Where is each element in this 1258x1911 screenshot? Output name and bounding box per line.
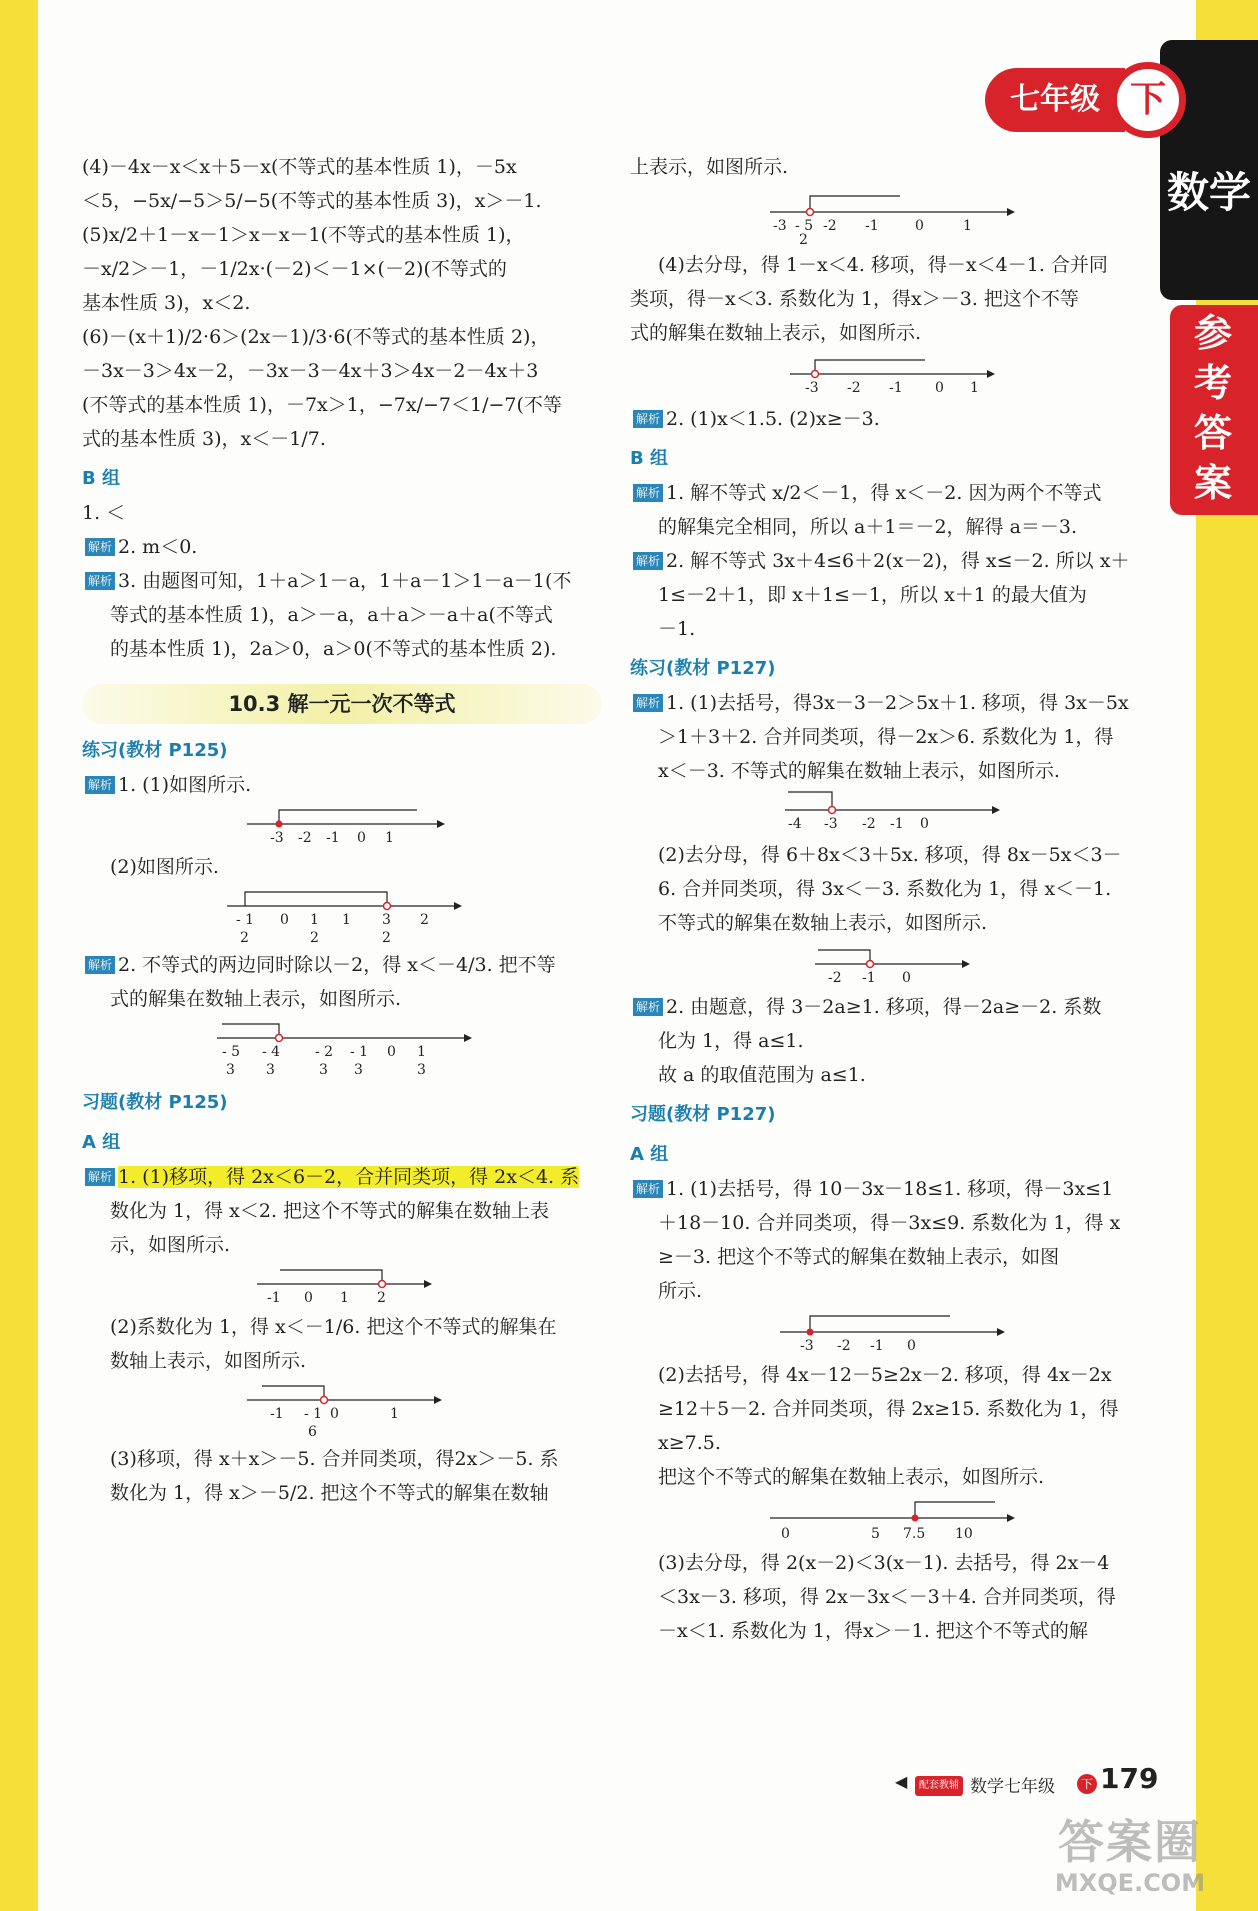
number-line-figure bbox=[785, 352, 995, 400]
svg-text:3: 3 bbox=[417, 1062, 426, 1078]
svg-text:2: 2 bbox=[420, 912, 429, 928]
svg-text:0: 0 bbox=[920, 816, 929, 832]
answer-line: 解析 3. 由题图可知，1＋a＞1－a，1＋a－1＞1－a－1(不 bbox=[82, 564, 602, 598]
svg-text:0: 0 bbox=[902, 970, 911, 986]
jiexi-icon: 解析 bbox=[633, 694, 663, 712]
number-line-figure bbox=[765, 186, 1015, 246]
svg-text:2: 2 bbox=[310, 930, 319, 946]
svg-text:3: 3 bbox=[319, 1062, 328, 1078]
number-line-figure bbox=[765, 1496, 1015, 1544]
watermark-text: 答案圈 bbox=[1058, 1815, 1202, 1869]
answer-line: 化为 1，得 a≤1. bbox=[658, 1030, 804, 1052]
svg-text:1: 1 bbox=[417, 1044, 426, 1060]
svg-text:-2: -2 bbox=[298, 830, 312, 846]
answer-line: ＋18－10. 合并同类项，得－3x≤9. 系数化为 1，得 x bbox=[658, 1212, 1121, 1234]
svg-text:-3: -3 bbox=[805, 380, 819, 396]
svg-text:2: 2 bbox=[377, 1290, 386, 1306]
answer-line: 等式的基本性质 1)，a＞－a，a＋a＞－a＋a(不等式 bbox=[110, 604, 553, 626]
answer-line: 解析 2. (1)x＜1.5. (2)x≥－3. bbox=[630, 402, 1150, 436]
answer-line: 6. 合并同类项，得 3x＜－3. 系数化为 1，得 x＜－1. bbox=[658, 878, 1112, 900]
answer-line: 故 a 的取值范围为 a≤1. bbox=[658, 1064, 866, 1086]
number-line-figure bbox=[780, 790, 1000, 836]
answer-line: 式的解集在数轴上表示，如图所示. bbox=[630, 322, 922, 344]
answer-line: ＜5，−5x/−5＞5/−5(不等式的基本性质 3)，x＞－1. bbox=[82, 190, 542, 212]
answer-line: 解析 2. 不等式的两边同时除以－2，得 x＜－4/3. 把不等 bbox=[82, 948, 602, 982]
group-heading: B 组 bbox=[82, 468, 120, 489]
svg-text:1: 1 bbox=[340, 1290, 349, 1306]
svg-text:-1: -1 bbox=[267, 1290, 281, 1306]
svg-text:7.5: 7.5 bbox=[903, 1526, 926, 1542]
answer-line: 解析 1. (1)如图所示. bbox=[82, 768, 602, 802]
answer-line: 解析 1. (1)去括号，得3x－3－2＞5x＋1. 移项，得 3x－5x bbox=[630, 686, 1150, 720]
answer-line: 把这个不等式的解集在数轴上表示，如图所示. bbox=[658, 1466, 1045, 1488]
svg-text:-3: -3 bbox=[773, 218, 787, 234]
svg-text:3: 3 bbox=[226, 1062, 235, 1078]
answer-line: 上表示，如图所示. bbox=[630, 156, 789, 178]
answer-line: x≥7.5. bbox=[658, 1432, 721, 1454]
answer-line: 1≤－2＋1，即 x＋1≤－1，所以 x＋1 的最大值为 bbox=[658, 584, 1087, 606]
answer-line: 解析 1. 解不等式 x/2＜－1，得 x＜－2. 因为两个不等式 bbox=[630, 476, 1150, 510]
answer-line: 数化为 1，得 x＞－5/2. 把这个不等式的解集在数轴 bbox=[110, 1482, 549, 1504]
svg-text:-3: -3 bbox=[824, 816, 838, 832]
svg-text:0: 0 bbox=[280, 912, 289, 928]
answer-line: (5)x/2＋1－x－1＞x－x－1(不等式的基本性质 1)， bbox=[82, 224, 525, 246]
answer-line: －x/2＞－1，－1/2x·(－2)＜－1×(－2)(不等式的 bbox=[82, 258, 507, 280]
svg-text:2: 2 bbox=[799, 232, 808, 248]
answer-line: (6)－(x＋1)/2·6＞(2x－1)/3·6(不等式的基本性质 2)， bbox=[82, 326, 550, 348]
svg-text:1: 1 bbox=[385, 830, 394, 846]
svg-text:- 4: - 4 bbox=[262, 1044, 281, 1060]
svg-text:2: 2 bbox=[382, 930, 391, 946]
practice-heading: 练习(教材 P125) bbox=[82, 740, 228, 761]
answer-line: ≥－3. 把这个不等式的解集在数轴上表示，如图 bbox=[658, 1246, 1060, 1268]
answer-line: (2)去分母，得 6＋8x＜3＋5x. 移项，得 8x－5x＜3－ bbox=[658, 844, 1122, 866]
jiexi-icon: 解析 bbox=[85, 956, 115, 974]
answer-line: ≥12＋5－2. 合并同类项，得 2x≥15. 系数化为 1，得 bbox=[658, 1398, 1119, 1420]
svg-text:0: 0 bbox=[304, 1290, 313, 1306]
publisher-badge: 配套教辅 bbox=[915, 1776, 963, 1796]
svg-text:1: 1 bbox=[963, 218, 972, 234]
answer-line: 解析 1. (1)移项，得 2x＜6－2，合并同类项，得 2x＜4. 系 bbox=[82, 1160, 602, 1194]
page-number: 179 bbox=[1100, 1762, 1159, 1795]
answer-line: (2)如图所示. bbox=[110, 856, 219, 878]
number-line-figure bbox=[252, 1264, 432, 1308]
svg-text:-2: -2 bbox=[828, 970, 842, 986]
jiexi-icon: 解析 bbox=[85, 572, 115, 590]
svg-text:-3: -3 bbox=[800, 1338, 814, 1354]
arrow-left-icon: ◀ bbox=[895, 1772, 908, 1791]
answer-line: －x＜1. 系数化为 1，得x＞－1. 把这个不等式的解 bbox=[658, 1620, 1088, 1642]
answer-line: ＞1＋3＋2. 合并同类项，得－2x＞6. 系数化为 1，得 bbox=[658, 726, 1114, 748]
svg-text:-1: -1 bbox=[865, 218, 879, 234]
svg-text:1: 1 bbox=[342, 912, 351, 928]
section-title: 10.3 解一元一次不等式 bbox=[82, 684, 602, 724]
term-badge-small: 下 bbox=[1077, 1774, 1097, 1794]
left-margin-strip bbox=[0, 0, 38, 1911]
svg-text:1: 1 bbox=[390, 1406, 399, 1422]
group-heading: A 组 bbox=[630, 1144, 669, 1165]
jiexi-icon: 解析 bbox=[85, 1168, 115, 1186]
answer-line: 式的基本性质 3)，x＜－1/7. bbox=[82, 428, 326, 450]
svg-text:-4: -4 bbox=[788, 816, 802, 832]
number-line-figure bbox=[242, 1380, 442, 1440]
svg-text:-2: -2 bbox=[823, 218, 837, 234]
svg-text:- 1: - 1 bbox=[350, 1044, 369, 1060]
svg-text:-1: -1 bbox=[326, 830, 340, 846]
book-title: 数学七年级 bbox=[970, 1777, 1055, 1797]
exercise-heading: 习题(教材 P125) bbox=[82, 1092, 228, 1113]
answer-line: (不等式的基本性质 1)，－7x＞1，−7x/−7＜1/−7(不等 bbox=[82, 394, 562, 416]
answer-line: (2)系数化为 1，得 x＜－1/6. 把这个不等式的解集在 bbox=[110, 1316, 557, 1338]
answer-line: 的基本性质 1)，2a＞0，a＞0(不等式的基本性质 2). bbox=[110, 638, 557, 660]
jiexi-icon: 解析 bbox=[633, 1180, 663, 1198]
answer-line: (2)去括号，得 4x－12－5≥2x－2. 移项，得 4x－2x bbox=[658, 1364, 1112, 1386]
jiexi-icon: 解析 bbox=[633, 410, 663, 428]
svg-text:5: 5 bbox=[871, 1526, 880, 1542]
svg-text:- 2: - 2 bbox=[315, 1044, 334, 1060]
svg-text:- 5: - 5 bbox=[222, 1044, 241, 1060]
subject-label: 数学 bbox=[1166, 168, 1251, 217]
jiexi-icon: 解析 bbox=[85, 776, 115, 794]
answers-label: 参考答案 bbox=[1193, 311, 1232, 505]
answer-line: 不等式的解集在数轴上表示，如图所示. bbox=[658, 912, 988, 934]
watermark-url: MXQE.COM bbox=[1054, 1869, 1206, 1897]
answer-line: 解析 2. 由题意，得 3－2a≥1. 移项，得－2a≥－2. 系数 bbox=[630, 990, 1150, 1024]
number-line-figure bbox=[810, 942, 970, 988]
answer-line: 所示. bbox=[658, 1280, 703, 1302]
answer-line: (4)－4x－x＜x＋5－x(不等式的基本性质 1)，－5x bbox=[82, 156, 517, 178]
answer-line: (4)去分母，得 1－x＜4. 移项，得－x＜4－1. 合并同 bbox=[658, 254, 1108, 276]
answer-line: 式的解集在数轴上表示，如图所示. bbox=[110, 988, 402, 1010]
svg-text:- 5: - 5 bbox=[795, 218, 814, 234]
svg-text:-1: -1 bbox=[870, 1338, 884, 1354]
svg-text:- 1: - 1 bbox=[236, 912, 255, 928]
svg-text:3: 3 bbox=[266, 1062, 275, 1078]
svg-text:3: 3 bbox=[382, 912, 391, 928]
answer-line: 解析 2. m＜0. bbox=[82, 530, 602, 564]
answer-line: 数轴上表示，如图所示. bbox=[110, 1350, 307, 1372]
svg-text:1: 1 bbox=[970, 380, 979, 396]
group-heading: A 组 bbox=[82, 1132, 121, 1153]
jiexi-icon: 解析 bbox=[85, 538, 115, 556]
svg-text:0: 0 bbox=[935, 380, 944, 396]
answer-line: 类项，得－x＜3. 系数化为 1，得x＞－3. 把这个不等 bbox=[630, 288, 1079, 310]
svg-text:6: 6 bbox=[308, 1424, 317, 1440]
answer-line: 1. ＜ bbox=[82, 502, 126, 524]
svg-text:0: 0 bbox=[357, 830, 366, 846]
svg-text:10: 10 bbox=[955, 1526, 973, 1542]
site-watermark bbox=[1025, 1815, 1235, 1905]
answer-line: 解析 2. 解不等式 3x＋4≤6＋2(x－2)，得 x≤－2. 所以 x＋ bbox=[630, 544, 1150, 578]
answer-line: 示，如图所示. bbox=[110, 1234, 231, 1256]
svg-text:3: 3 bbox=[354, 1062, 363, 1078]
answer-line: (3)去分母，得 2(x－2)＜3(x－1). 去括号，得 2x－4 bbox=[658, 1552, 1110, 1574]
svg-text:0: 0 bbox=[330, 1406, 339, 1422]
svg-text:-3: -3 bbox=[270, 830, 284, 846]
svg-text:-1: -1 bbox=[270, 1406, 284, 1422]
answer-line: －1. bbox=[658, 618, 696, 640]
left-column bbox=[82, 150, 602, 1510]
answer-line: 数化为 1，得 x＜2. 把这个不等式的解集在数轴上表 bbox=[110, 1200, 550, 1222]
answer-line: ＜3x－3. 移项，得 2x－3x＜－3＋4. 合并同类项，得 bbox=[658, 1586, 1116, 1608]
practice-heading: 练习(教材 P127) bbox=[630, 658, 776, 679]
right-column bbox=[630, 150, 1150, 1648]
exercise-heading: 习题(教材 P127) bbox=[630, 1104, 776, 1125]
svg-text:-2: -2 bbox=[862, 816, 876, 832]
svg-text:0: 0 bbox=[907, 1338, 916, 1354]
jiexi-icon: 解析 bbox=[633, 552, 663, 570]
answer-line: x＜－3. 不等式的解集在数轴上表示，如图所示. bbox=[658, 760, 1060, 782]
term-badge: 下 bbox=[1110, 62, 1186, 138]
answer-line: (3)移项，得 x＋x＞－5. 合并同类项，得2x＞－5. 系 bbox=[110, 1448, 559, 1470]
svg-text:0: 0 bbox=[915, 218, 924, 234]
svg-text:-2: -2 bbox=[837, 1338, 851, 1354]
number-line-figure bbox=[242, 804, 442, 848]
answer-line: 的解集完全相同，所以 a＋1＝－2，解得 a＝－3. bbox=[658, 516, 1078, 538]
group-heading: B 组 bbox=[630, 448, 668, 469]
jiexi-icon: 解析 bbox=[633, 484, 663, 502]
svg-text:2: 2 bbox=[240, 930, 249, 946]
number-line-figure bbox=[775, 1310, 1005, 1356]
number-line-figure bbox=[212, 1018, 472, 1080]
jiexi-icon: 解析 bbox=[633, 998, 663, 1016]
answer-line: －3x－3＞4x－2，－3x－3－4x＋3＞4x－2－4x＋3 bbox=[82, 360, 539, 382]
svg-text:-1: -1 bbox=[862, 970, 876, 986]
svg-text:0: 0 bbox=[387, 1044, 396, 1060]
grade-badge: 七年级 bbox=[985, 68, 1125, 132]
svg-text:1: 1 bbox=[310, 912, 319, 928]
number-line-figure bbox=[222, 886, 462, 946]
svg-text:0: 0 bbox=[781, 1526, 790, 1542]
answer-line: 基本性质 3)，x＜2. bbox=[82, 292, 251, 314]
svg-text:- 1: - 1 bbox=[304, 1406, 323, 1422]
svg-text:-2: -2 bbox=[847, 380, 861, 396]
svg-text:-1: -1 bbox=[890, 816, 904, 832]
answer-line: 解析 1. (1)去括号，得 10－3x－18≤1. 移项，得－3x≤1 bbox=[630, 1172, 1150, 1206]
svg-text:-1: -1 bbox=[889, 380, 903, 396]
